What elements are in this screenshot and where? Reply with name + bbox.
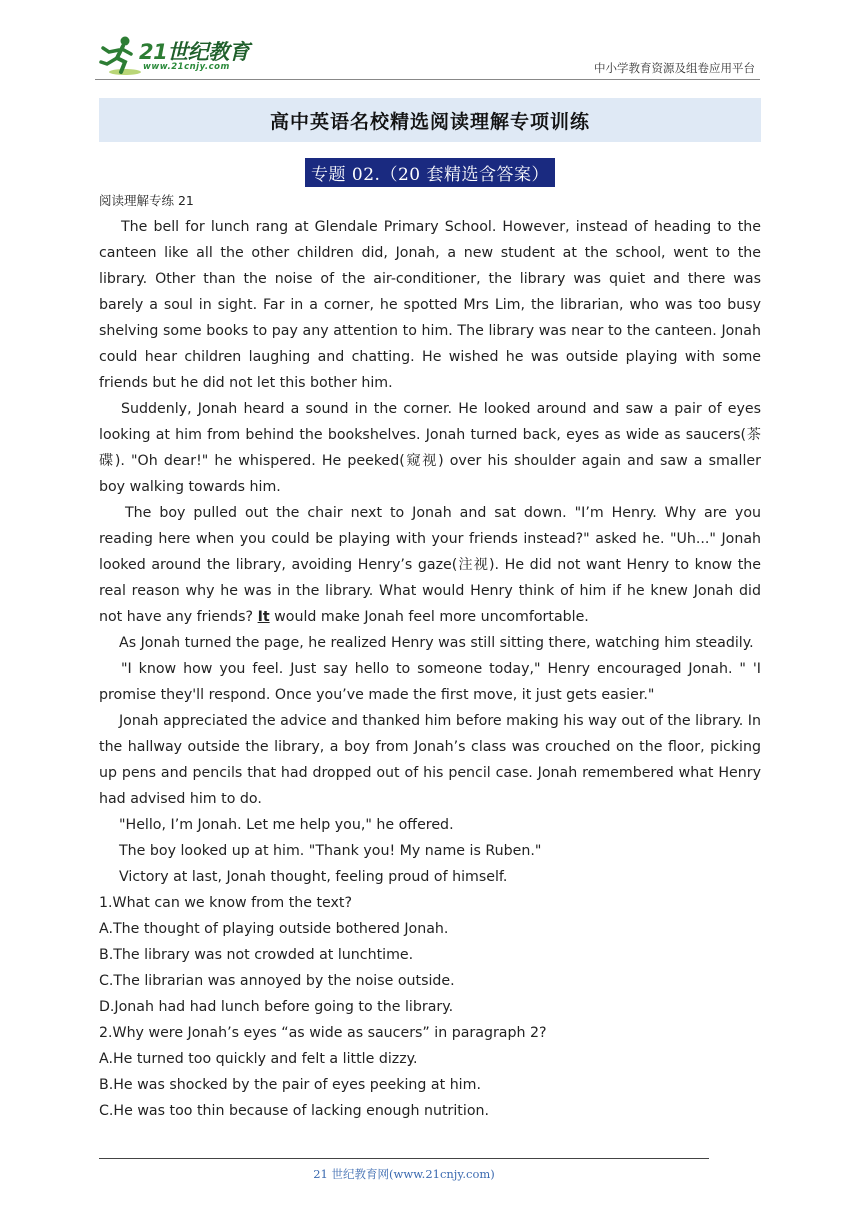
underlined-word: It (257, 609, 270, 625)
question-2-option-b: B.He was shocked by the pair of eyes peeking at him. (99, 1077, 481, 1093)
paragraph-1: The bell for lunch rang at Glendale Primary School. However, instead of heading to the canteen like all the other children did, Jonah, a new student at the school, went to the library. Other than the noise of the air-conditioner, the library was quiet and there was barely a soul in sight. Far in a corner, he spotted Mrs Lim, the librarian, who was too busy shelving some books to pay any attention to him. The library was near to the canteen. Jonah could hear children laughing and chatting. He wished he was outside playing with some friends but he did not let this bother him. (99, 219, 761, 391)
document-body (99, 188, 761, 1124)
header-platform-text: 中小学教育资源及组卷应用平台 (594, 61, 755, 75)
question-1: 1.What can we know from the text? (99, 895, 353, 911)
paragraph-4: As Jonah turned the page, he realized Henry was still sitting there, watching him steadily. (119, 635, 754, 651)
page-subtitle: 专题 02.（20 套精选含答案） (305, 158, 555, 187)
logo-wordmark: 21世纪教育 (139, 40, 250, 64)
page-header (95, 28, 760, 80)
question-1-option-d: D.Jonah had had lunch before going to the library. (99, 999, 454, 1015)
page-title: 高中英语名校精选阅读理解专项训练 (269, 110, 590, 133)
paragraph-6: Jonah appreciated the advice and thanked him before making his way out of the library. In the hallway outside the library, a boy from Jonah’s class was crouched on the floor, picking up pens and pencils that had dropped out of his pencil case. Jonah remembered what Henry had advised him to do. (99, 713, 761, 807)
paragraph-5: "I know how you feel. Just say hello to someone today," Henry encouraged Jonah. " 'I promise they'll respond. Once you’ve made the first move, it just gets easier." (99, 661, 761, 703)
title-band (99, 98, 761, 142)
footer-link[interactable]: 21 世纪教育网(www.21cnjy.com) (313, 1167, 495, 1181)
footer-divider (99, 1158, 709, 1159)
question-2-option-a: A.He turned too quickly and felt a little dizzy. (99, 1051, 418, 1067)
paragraph-9: Victory at last, Jonah thought, feeling proud of himself. (119, 869, 508, 885)
paragraph-3-tail: would make Jonah feel more uncomfortable. (274, 609, 589, 625)
subtitle-row (0, 158, 860, 187)
paragraph-3-text: The boy pulled out the chair next to Jonah and sat down. "I’m Henry. Why are you reading here when you could be playing with your friends instead?" asked he. "Uh..." Jonah looked around the library, avoiding Henry’s gaze(注视). He did not want Henry to know the real reason why he was in the library. What would Henry think of him if he knew Jonah did not have any friends? (99, 505, 761, 625)
logo-url: www.21cnjy.com (143, 62, 230, 72)
section-label: 阅读理解专练 21 (99, 193, 194, 208)
question-1-option-b: B.The library was not crowded at lunchtime. (99, 947, 414, 963)
paragraph-2: Suddenly, Jonah heard a sound in the corner. He looked around and saw a pair of eyes looking at him from behind the bookshelves. Jonah turned back, eyes as wide as saucers(茶碟). "Oh dear!" he whispered. He peeked(窥视) over his shoulder again and saw a smaller boy walking towards him. (99, 401, 761, 495)
question-2: 2.Why were Jonah’s eyes “as wide as saucers” in paragraph 2? (99, 1025, 547, 1041)
paragraph-8: The boy looked up at him. "Thank you! My name is Ruben." (119, 843, 542, 859)
question-1-option-a: A.The thought of playing outside bothered Jonah. (99, 921, 449, 937)
running-figure-icon (95, 34, 141, 76)
paragraph-3 (99, 500, 761, 630)
question-2-option-c: C.He was too thin because of lacking enough nutrition. (99, 1103, 489, 1119)
question-1-option-c: C.The librarian was annoyed by the noise outside. (99, 973, 455, 989)
logo (95, 34, 265, 78)
header-divider (95, 79, 760, 80)
paragraph-7: "Hello, I’m Jonah. Let me help you," he offered. (119, 817, 454, 833)
